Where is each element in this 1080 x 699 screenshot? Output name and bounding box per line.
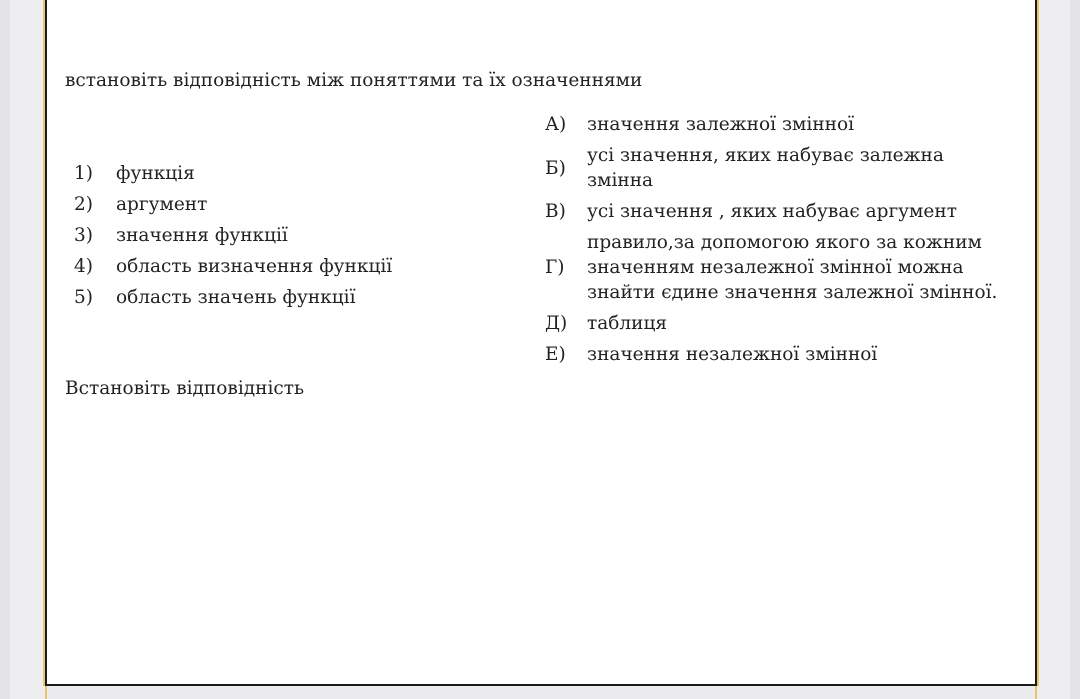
definition-letter: Д) — [545, 313, 568, 334]
definition-text: усі значення , яких набуває аргумент — [587, 201, 957, 222]
definitions-list — [545, 112, 1007, 373]
definition-letter: Е) — [545, 344, 566, 365]
definition-text: таблиця — [587, 313, 668, 334]
definition-letter: Г) — [545, 257, 565, 278]
list-item — [545, 143, 1007, 193]
concept-number: 1) — [74, 163, 93, 184]
concept-label: область значень функції — [116, 287, 356, 308]
concept-number: 4) — [74, 256, 93, 277]
definition-text: значення незалежної змінної — [587, 344, 878, 365]
concept-label: аргумент — [116, 194, 208, 215]
concept-number: 5) — [74, 287, 93, 308]
concepts-list — [74, 163, 392, 318]
concept-number: 3) — [74, 225, 93, 246]
list-item — [74, 163, 392, 194]
definition-text: правило,за допомогою якого за кожним значенням незалежної змінної можна знайти єдине значення залежної змінної. — [587, 232, 998, 303]
concept-label: функція — [116, 163, 195, 184]
definition-text: значення залежної змінної — [587, 114, 855, 135]
bottom-toolbar — [45, 686, 1037, 699]
concept-label: область визначення функції — [116, 256, 393, 277]
list-item — [545, 311, 1007, 336]
list-item — [74, 256, 392, 287]
definition-text: усі значення, яких набуває залежна змінна — [587, 145, 944, 191]
left-margin — [0, 0, 10, 699]
concept-number: 2) — [74, 194, 93, 215]
truncated-text-line: Встановіть відповідність — [65, 378, 305, 399]
definition-letter: А) — [545, 114, 567, 135]
list-item — [545, 199, 1007, 224]
list-item — [545, 230, 1007, 305]
definition-letter: Б) — [545, 157, 566, 179]
document-page — [45, 0, 1037, 686]
list-item — [545, 112, 1007, 137]
list-item — [545, 342, 1007, 367]
concept-label: значення функції — [116, 225, 288, 246]
definition-letter: В) — [545, 201, 566, 222]
list-item — [74, 225, 392, 256]
right-scrollbar[interactable] — [1070, 0, 1080, 699]
task-instruction: встановіть відповідність між поняттями та їх означеннями — [65, 70, 643, 91]
list-item — [74, 287, 392, 318]
list-item — [74, 194, 392, 225]
